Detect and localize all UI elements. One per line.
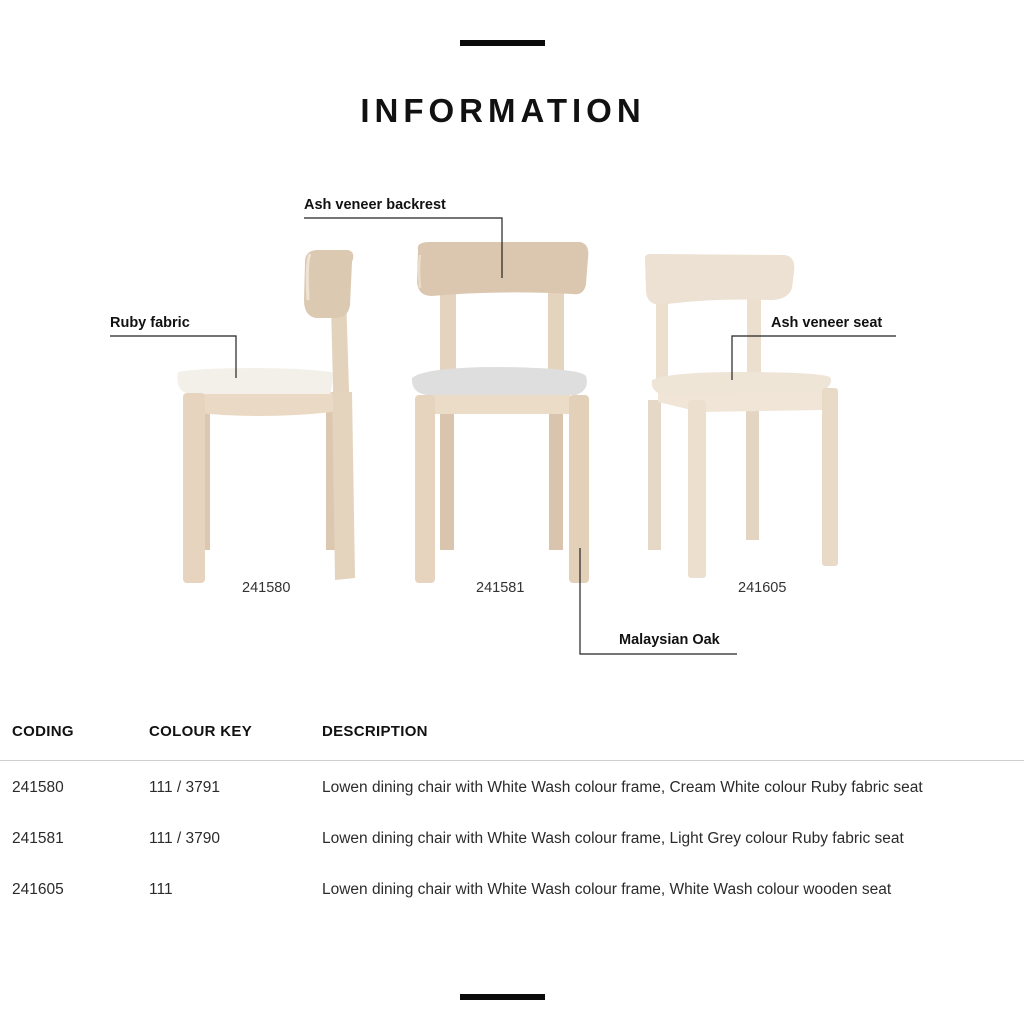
cell-colour-key: 111 / 3791 [149, 779, 220, 796]
cell-coding: 241581 [12, 830, 64, 847]
column-header-description: DESCRIPTION [322, 723, 428, 740]
column-header-colour-key: COLOUR KEY [149, 723, 253, 740]
product-code-label: 241605 [738, 580, 787, 596]
chair-241581-image [412, 242, 589, 583]
cell-coding: 241605 [12, 881, 64, 898]
chair-241580-image [178, 250, 356, 583]
cell-description: Lowen dining chair with White Wash colour frame, Cream White colour Ruby fabric seat [322, 779, 923, 796]
product-spec-table [0, 716, 1024, 914]
callout-frame-label: Malaysian Oak [619, 632, 720, 648]
page-title: INFORMATION [360, 92, 646, 129]
chair-241605-image [645, 254, 838, 578]
cell-colour-key: 111 [149, 881, 173, 898]
cell-coding: 241580 [12, 779, 64, 796]
callout-seat-label: Ash veneer seat [771, 315, 883, 331]
callout-fabric-label: Ruby fabric [110, 315, 190, 331]
cell-colour-key: 111 / 3790 [149, 830, 220, 847]
callout-backrest-label: Ash veneer backrest [304, 197, 446, 213]
table-row [0, 812, 1024, 863]
cell-description: Lowen dining chair with White Wash colour frame, Light Grey colour Ruby fabric seat [322, 830, 904, 847]
bottom-divider-bar [460, 994, 545, 1000]
table-header-row [0, 716, 1024, 761]
product-code-label: 241581 [476, 580, 525, 596]
cell-description: Lowen dining chair with White Wash colour frame, White Wash colour wooden seat [322, 881, 892, 898]
table-row [0, 863, 1024, 914]
product-code-label: 241580 [242, 580, 291, 596]
table-row [0, 761, 1024, 812]
column-header-coding: CODING [12, 723, 74, 740]
